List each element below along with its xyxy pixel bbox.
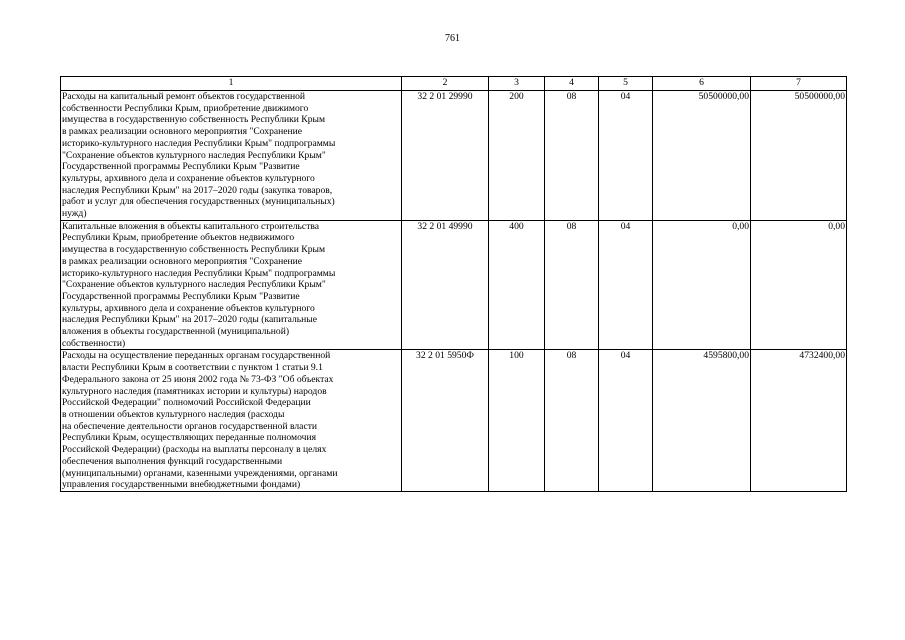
budget-table: [60, 76, 847, 492]
row-section: 08: [545, 350, 599, 491]
table-row: [61, 350, 847, 491]
row-target-code: 32 2 01 5950Ф: [402, 350, 489, 491]
table-row: [61, 91, 847, 221]
row-description: Расходы на осуществление переданных органам государственной власти Республики Крым в соответствии с пунктом 1 статьи 9.1 Федерального закона от 25 июня 2002 года № 73-ФЗ "Об объектах культурного наследия (памятниках истории и культуры) народов Российской Федерации" полномочий Российской Федерации в отношении объектов культурного наследия (расходы на обеспечение деятельности органов государственной власти Республики Крым, осуществляющих переданные полномочия Российской Федерации) (расходы на выплаты персоналу в целях обеспечения выполнения функций государственными (муниципальными) органами, казенными учреждениями, органами управления государственными внебюджетными фондами): [61, 350, 402, 491]
column-header-5: 5: [599, 77, 653, 91]
row-amount-col7: 0,00: [751, 220, 847, 350]
row-expense-type: 400: [489, 220, 545, 350]
row-amount-col6: 4595800,00: [653, 350, 751, 491]
column-header-3: 3: [489, 77, 545, 91]
row-amount-col6: 50500000,00: [653, 91, 751, 221]
table-row: [61, 220, 847, 350]
row-amount-col7: 50500000,00: [751, 91, 847, 221]
row-expense-type: 200: [489, 91, 545, 221]
row-subsection: 04: [599, 220, 653, 350]
column-header-4: 4: [545, 77, 599, 91]
row-subsection: 04: [599, 91, 653, 221]
row-expense-type: 100: [489, 350, 545, 491]
row-description: Капитальные вложения в объекты капитального строительства Республики Крым, приобретение объектов недвижимого имущества в государственную собственность Республики Крым в рамках реализации основного мероприятия "Сохранение историко-культурного наследия Республики Крым" подпрограммы "Сохранение объектов культурного наследия Республики Крым" Государственной программы Республики Крым "Развитие культуры, архивного дела и сохранение объектов культурного наследия Республики Крым" на 2017–2020 годы (капитальные вложения в объекты государственной (муниципальной) собственности): [61, 220, 402, 350]
column-header-6: 6: [653, 77, 751, 91]
column-header-2: 2: [402, 77, 489, 91]
page-number: 761: [445, 33, 460, 44]
row-subsection: 04: [599, 350, 653, 491]
column-header-1: 1: [61, 77, 402, 91]
row-amount-col7: 4732400,00: [751, 350, 847, 491]
table-header-row: [61, 77, 847, 91]
row-section: 08: [545, 91, 599, 221]
row-target-code: 32 2 01 49990: [402, 220, 489, 350]
row-amount-col6: 0,00: [653, 220, 751, 350]
row-target-code: 32 2 01 29990: [402, 91, 489, 221]
row-section: 08: [545, 220, 599, 350]
row-description: Расходы на капитальный ремонт объектов государственной собственности Республики Крым, приобретение движимого имущества в государственную собственность Республики Крым в рамках реализации основного мероприятия "Сохранение историко-культурного наследия Республики Крым" подпрограммы "Сохранение объектов культурного наследия Республики Крым" Государственной программы Республики Крым "Развитие культуры, архивного дела и сохранение объектов культурного наследия Республики Крым" на 2017–2020 годы (закупка товаров, работ и услуг для обеспечения государственных (муниципальных) нужд): [61, 91, 402, 221]
column-header-7: 7: [751, 77, 847, 91]
